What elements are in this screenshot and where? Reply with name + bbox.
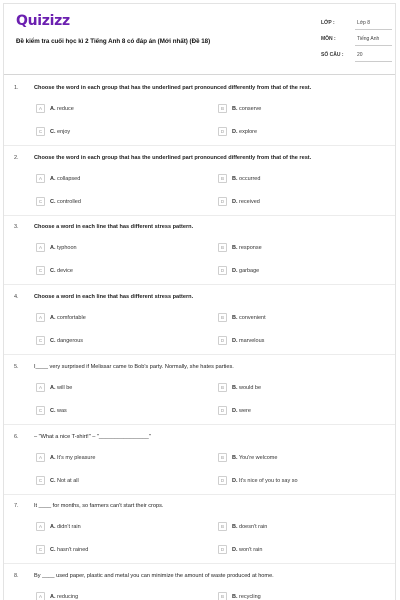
option-letter-box[interactable]: D [218,476,227,485]
option-letter-box[interactable]: B [218,592,227,600]
question-text: Choose the word in each group that has the underlined part pronounced differently from that of the rest. [34,155,312,161]
option-key: B. [232,106,238,112]
meta-underline [355,29,392,30]
option-letter-box[interactable]: A [36,592,45,600]
question-divider [4,284,396,285]
option-key: B. [232,176,238,182]
question-divider [4,354,396,355]
option-text [232,245,262,251]
option-letter-box[interactable]: A [36,383,45,392]
question-text: Choose the word in each group that has the underlined part pronounced differently from that of the rest. [34,85,312,91]
option-text [232,547,262,553]
question-text: I____ very surprised if Melissar came to Bob's party. Normally, she hates parties. [34,364,234,370]
option-key: D. [232,547,238,553]
meta-value: Lớp 8 [357,20,371,26]
option-value: were [239,408,251,414]
option-value: response [239,245,262,251]
option-value: occurred [239,176,261,182]
option-value: enjoy [57,129,71,135]
option-text [50,524,81,530]
option-value: didn't rain [57,524,81,530]
option-text [232,199,260,205]
option-letter-box[interactable]: D [218,127,227,136]
option-letter-box[interactable]: C [36,127,45,136]
option-text [50,245,77,251]
question-text: By ____ used paper, plastic and metal you can minimize the amount of waste produced at home. [34,573,274,579]
question-number: 7. [14,503,19,509]
option-value: comfortable [57,315,86,321]
option-key: C. [50,268,56,274]
option-text [50,129,70,135]
question-number: 1. [14,85,19,91]
option-value: Not at all [57,478,79,484]
option-letter-box[interactable]: C [36,197,45,206]
option-text [232,315,266,321]
option-key: B. [232,315,238,321]
option-key: A. [50,106,56,112]
option-text [50,455,95,461]
option-key: A. [50,524,56,530]
option-text [50,106,74,112]
option-value: conserve [239,106,262,112]
option-text [232,385,261,391]
option-key: C. [50,338,56,344]
option-letter-box[interactable]: D [218,336,227,345]
option-key: C. [50,547,56,553]
question-divider [4,215,396,216]
question-divider [4,424,396,425]
option-key: D. [232,408,238,414]
option-text [232,129,257,135]
question-number: 4. [14,294,19,300]
meta-row-count [317,49,392,65]
option-key: B. [232,524,238,530]
option-value: device [57,268,73,274]
option-text [232,176,260,182]
option-key: C. [50,199,56,205]
option-letter-box[interactable]: A [36,453,45,462]
option-value: hasn't rained [57,547,89,553]
option-value: collapsed [57,176,81,182]
option-value: controlled [57,199,81,205]
option-text [232,524,267,530]
option-value: reducing [57,594,79,600]
option-letter-box[interactable]: C [36,336,45,345]
option-value: doesn't rain [239,524,268,530]
option-letter-box[interactable]: C [36,476,45,485]
question-text: Choose a word in each line that has different stress pattern. [34,224,194,230]
option-key: A. [50,315,56,321]
meta-label: SỐ CÂU : [321,52,344,58]
option-letter-box[interactable]: D [218,266,227,275]
option-letter-box[interactable]: A [36,104,45,113]
option-value: It's my pleasure [57,455,96,461]
option-key: D. [232,478,238,484]
option-key: D. [232,129,238,135]
option-key: A. [50,455,56,461]
meta-row-class [317,17,392,33]
option-letter-box[interactable]: B [218,174,227,183]
option-key: C. [50,408,56,414]
option-text [50,478,79,484]
worksheet-title: Đề kiểm tra cuối học kì 2 Tiếng Anh 8 có đáp án (Mới nhất) (Đề 18) [16,38,211,45]
option-value: marvelous [239,338,265,344]
option-text [50,547,88,553]
quizizz-logo: Quizizz [16,13,70,29]
option-text [232,594,261,600]
question-number: 6. [14,434,19,440]
question-number: 2. [14,155,19,161]
option-letter-box[interactable]: B [218,522,227,531]
option-letter-box[interactable]: B [218,243,227,252]
question-number: 5. [14,364,19,370]
option-key: D. [232,268,238,274]
option-letter-box[interactable]: B [218,313,227,322]
option-letter-box[interactable]: B [218,383,227,392]
option-key: D. [232,199,238,205]
worksheet-page [3,3,396,600]
option-text [232,338,264,344]
option-letter-box[interactable]: C [36,545,45,554]
option-value: recycling [239,594,261,600]
question-text: Choose a word in each line that has different stress pattern. [34,294,194,300]
meta-underline [355,45,392,46]
option-text [50,315,86,321]
option-value: will be [57,385,73,391]
option-letter-box[interactable]: A [36,174,45,183]
option-key: C. [50,478,56,484]
meta-underline [355,61,392,62]
option-value: was [57,408,67,414]
option-value: reduce [57,106,74,112]
option-key: D. [232,338,238,344]
option-letter-box[interactable]: A [36,313,45,322]
meta-row-subject [317,33,392,49]
option-text [50,176,80,182]
option-letter-box[interactable]: D [218,545,227,554]
meta-label: MÔN : [321,36,336,42]
option-text [50,268,73,274]
option-text [232,478,298,484]
option-value: would be [239,385,262,391]
option-value: typhoon [57,245,77,251]
question-text: – "What a nice T-shirt!" – "________________" [34,434,151,440]
option-letter-box[interactable]: C [36,406,45,415]
option-text [50,594,78,600]
question-divider [4,145,396,146]
option-value: dangerous [57,338,84,344]
option-key: A. [50,245,56,251]
meta-label: LỚP : [321,20,335,26]
option-letter-box[interactable]: B [218,453,227,462]
meta-value: 20 [357,52,363,58]
question-divider [4,563,396,564]
option-key: C. [50,129,56,135]
option-value: garbage [239,268,260,274]
option-key: B. [232,245,238,251]
option-key: A. [50,594,56,600]
option-text [50,338,83,344]
option-letter-box[interactable]: A [36,522,45,531]
option-value: convenient [239,315,266,321]
option-letter-box[interactable]: B [218,104,227,113]
meta-value: Tiếng Anh [357,36,380,42]
option-value: It's nice of you to say so [239,478,298,484]
option-key: B. [232,385,238,391]
question-text: It ____ for months, so farmers can't start their crops. [34,503,164,509]
option-value: explore [239,129,258,135]
option-key: A. [50,176,56,182]
option-key: B. [232,594,238,600]
option-text [232,455,277,461]
option-letter-box[interactable]: C [36,266,45,275]
option-letter-box[interactable]: D [218,406,227,415]
header-divider [4,74,395,75]
option-value: You're welcome [238,455,278,461]
question-number: 8. [14,573,19,579]
option-value: received [239,199,260,205]
option-text [50,385,72,391]
option-text [50,199,81,205]
option-text [50,408,67,414]
option-letter-box[interactable]: A [36,243,45,252]
option-value: won't rain [239,547,263,553]
option-key: B. [232,455,238,461]
option-text [232,106,261,112]
option-key: A. [50,385,56,391]
worksheet-meta [317,17,392,65]
option-letter-box[interactable]: D [218,197,227,206]
question-divider [4,494,396,495]
option-text [232,408,251,414]
question-number: 3. [14,224,19,230]
option-text [232,268,259,274]
worksheet-header [4,4,395,66]
